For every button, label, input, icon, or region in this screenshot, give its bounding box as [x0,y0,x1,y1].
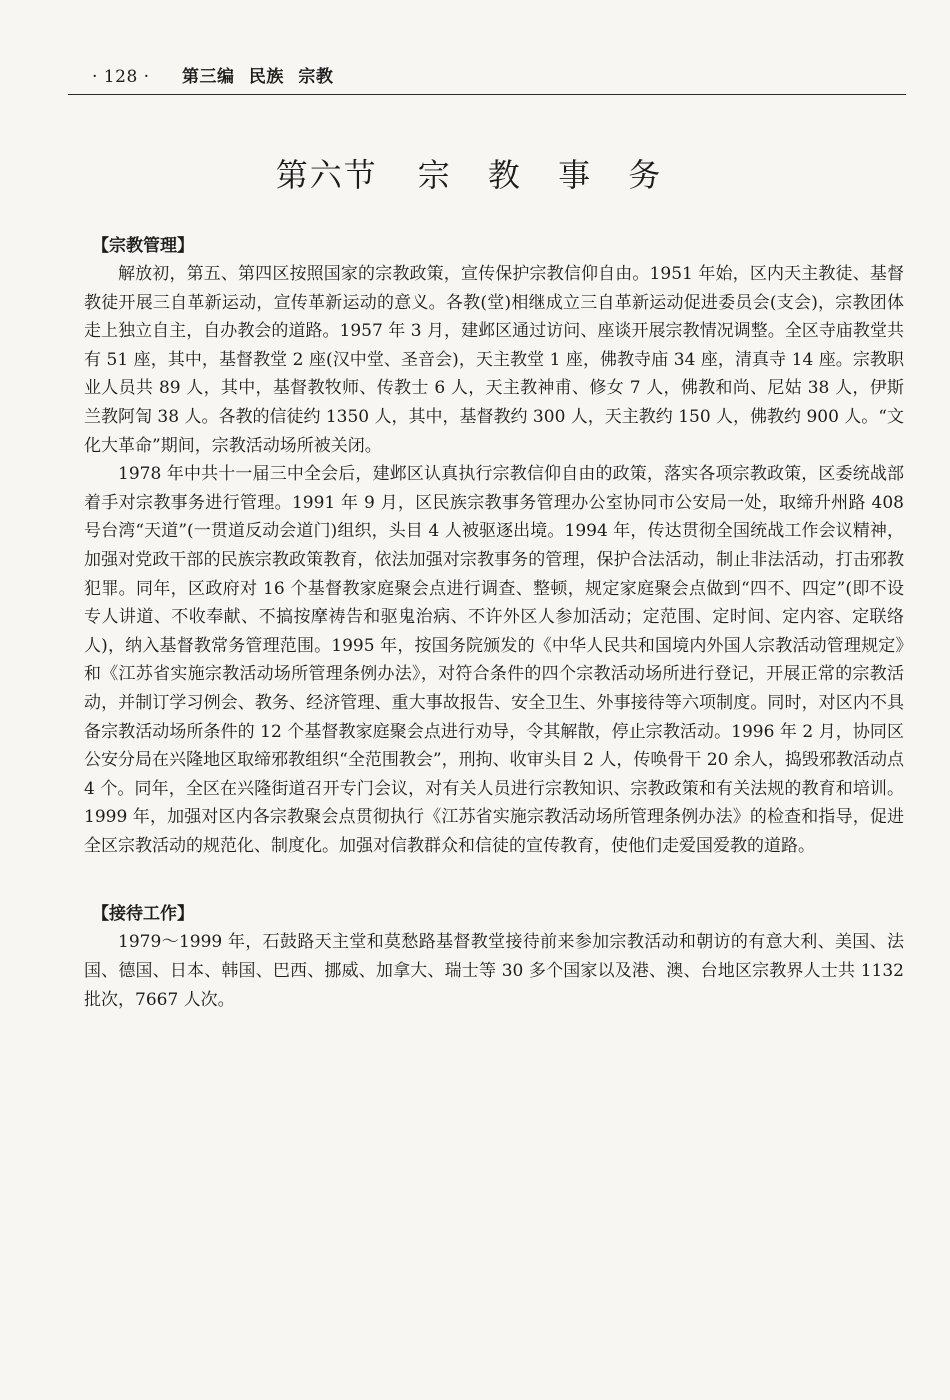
category-label-ethnic: 民族 [248,67,284,87]
section-gap [84,860,904,900]
header-rule [68,94,906,95]
running-header [92,62,341,87]
section-number: 第六节 [275,156,378,194]
section-title [0,150,950,196]
reception-heading: 【接待工作】 [92,904,194,925]
management-paragraph-1: 解放初，第五、第四区按照国家的宗教政策，宣传保护宗教信仰自由。1951 年始，区内天主教徒、基督教徒开展三自革新运动，宣传革新运动的意义。各教(堂)相继成立三自革新运动促进委员会(支会)，宗教团体走上独立自主，自办教会的道路。1957 年 3 月，建邺区通过访问、座谈开展宗教情况调整。全区寺庙教堂共有 51 座，其中，基督教堂 2 座(汉中堂、圣音会)，天主教堂 1 座，佛教寺庙 34 座，清真寺 14 座。宗教职业人员共 89 人，其中，基督教牧师、传教士 6 人，天主教神甫、修女 7 人，佛教和尚、尼姑 38 人，伊斯兰教阿訇 38 人。各教的信徒约 1350 人，其中，基督教约 300 人，天主教约 150 人，佛教约 900 人。“文化大革命”期间，宗教活动场所被关闭。 [84,264,904,456]
page-number: · 128 · [92,67,150,87]
page-body [84,232,904,1014]
part-label: 第三编 [182,67,235,87]
management-heading: 【宗教管理】 [92,236,194,256]
category-label-religion: 宗教 [298,67,334,87]
section-name: 宗 教 事 务 [417,156,675,194]
reception-paragraph-1: 1979～1999 年，石鼓路天主堂和莫愁路基督教堂接待前来参加宗教活动和朝访的有意大利、美国、法国、德国、日本、韩国、巴西、挪威、加拿大、瑞士等 30 多个国家以及港、澳、台地区宗教界人士共 1132 批次，7667 人次。 [84,932,904,1010]
management-paragraph-2: 1978 年中共十一届三中全会后，建邺区认真执行宗教信仰自由的政策，落实各项宗教政策，区委统战部着手对宗教事务进行管理。1991 年 9 月，区民族宗教事务管理办公室协同市公安局一处，取缔升州路 408 号台湾“天道”(一贯道反动会道门)组织，头目 4 人被驱逐出境。1994 年，传达贯彻全国统战工作会议精神，加强对党政干部的民族宗教政策教育，依法加强对宗教事务的管理，保护合法活动，制止非法活动，打击邪教犯罪。同年，区政府对 16 个基督教家庭聚会点进行调查、整顿，规定家庭聚会点做到“四不、四定”(即不设专人讲道、不收奉献、不搞按摩祷告和驱鬼治病、不许外区人参加活动；定范围、定时间、定内容、定联络人)，纳入基督教常务管理范围。1995 年，按国务院颁发的《中华人民共和国境内外国人宗教活动管理规定》和《江苏省实施宗教活动场所管理条例办法》，对符合条件的四个宗教活动场所进行登记，开展正常的宗教活动，并制订学习例会、教务、经济管理、重大事故报告、安全卫生、外事接待等六项制度。同时，对区内不具备宗教活动场所条件的 12 个基督教家庭聚会点进行劝导，令其解散，停止宗教活动。1996 年 2 月，协同区公安分局在兴隆地区取缔邪教组织“全范围教会”，刑拘、收审头目 2 人，传唤骨干 20 余人，捣毁邪教活动点 4 个。同年，全区在兴隆街道召开专门会议，对有关人员进行宗教知识、宗教政策和有关法规的教育和培训。1999 年，加强对区内各宗教聚会点贯彻执行《江苏省实施宗教活动场所管理条例办法》的检查和指导，促进全区宗教活动的规范化、制度化。加强对信教群众和信徒的宣传教育，使他们走爱国爱教的道路。 [84,464,904,856]
